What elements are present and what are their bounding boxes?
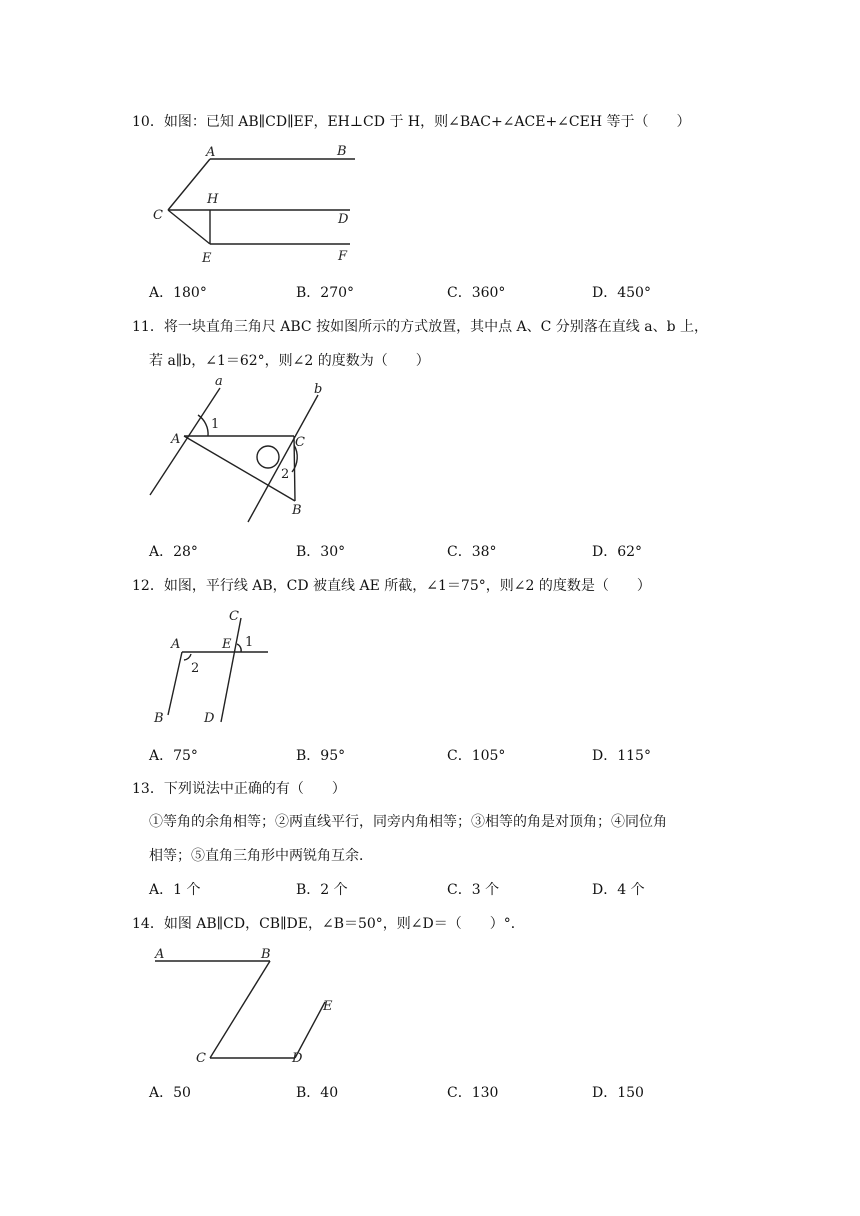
- q10-label-C: C: [153, 208, 163, 223]
- q13-option-b[interactable]: B．2 个: [296, 882, 348, 898]
- q10-label-H: H: [207, 192, 219, 207]
- q12-option-a[interactable]: A．75°: [149, 748, 198, 764]
- q10-option-d[interactable]: D．450°: [592, 285, 651, 301]
- q11-angle-1: 1: [211, 417, 220, 432]
- q12-option-b[interactable]: B．95°: [296, 748, 346, 764]
- q14-label-D: D: [292, 1051, 303, 1066]
- q11-label-C: C: [295, 435, 305, 450]
- q10-label-B: B: [337, 144, 347, 159]
- q14-label-E: E: [323, 999, 333, 1014]
- q10-stem: 10．如图：已知 AB∥CD∥EF，EH⊥CD 于 H，则∠BAC+∠ACE+∠CEH 等于（ ）: [132, 114, 691, 130]
- q12-option-c[interactable]: C．105°: [447, 748, 506, 764]
- q12-label-E: E: [222, 637, 232, 652]
- q11-option-d[interactable]: D．62°: [592, 544, 643, 560]
- q10-label-A: A: [206, 145, 216, 160]
- q11-option-a[interactable]: A．28°: [149, 544, 198, 560]
- q10-option-a[interactable]: A．180°: [149, 285, 207, 301]
- q12-figure: [140, 600, 280, 730]
- q12-option-d[interactable]: D．115°: [592, 748, 651, 764]
- q14-label-C: C: [196, 1051, 206, 1066]
- q11-angle-2: 2: [281, 467, 290, 482]
- q10-figure: [140, 140, 380, 270]
- q11-stem-line2: 若 a∥b，∠1＝62°，则∠2 的度数为（ ）: [149, 353, 430, 369]
- q14-label-A: A: [155, 947, 165, 962]
- q10-label-D: D: [338, 212, 349, 227]
- q11-label-b: b: [314, 382, 323, 397]
- q13-option-d[interactable]: D．4 个: [592, 882, 645, 898]
- q14-option-d[interactable]: D．150: [592, 1085, 644, 1101]
- q10-label-F: F: [338, 249, 348, 264]
- q11-figure: [140, 370, 340, 530]
- q11-option-c[interactable]: C．38°: [447, 544, 497, 560]
- q10-option-b[interactable]: B．270°: [296, 285, 355, 301]
- q11-label-A: A: [171, 432, 181, 447]
- q12-label-B: B: [154, 711, 164, 726]
- q14-option-c[interactable]: C．130: [447, 1085, 499, 1101]
- q12-angle-2: 2: [191, 661, 200, 676]
- q12-label-C: C: [229, 609, 239, 624]
- q14-figure: [140, 940, 360, 1070]
- q11-option-b[interactable]: B．30°: [296, 544, 346, 560]
- q11-label-B: B: [292, 503, 302, 518]
- q12-label-A: A: [171, 637, 181, 652]
- q11-stem-line1: 11．将一块直角三角尺 ABC 按如图所示的方式放置，其中点 A、C 分别落在直线 a、b 上，: [132, 319, 709, 335]
- q12-angle-1: 1: [245, 635, 254, 650]
- q14-option-b[interactable]: B．40: [296, 1085, 339, 1101]
- q14-label-B: B: [261, 947, 271, 962]
- q13-stem: 13．下列说法中正确的有（ ）: [132, 781, 346, 797]
- q14-stem: 14．如图 AB∥CD，CB∥DE，∠B＝50°，则∠D＝（ ）°．: [132, 916, 525, 932]
- q12-stem: 12．如图，平行线 AB，CD 被直线 AE 所截，∠1＝75°，则∠2 的度数是（ ）: [132, 578, 651, 594]
- q11-label-a: a: [215, 374, 223, 389]
- q10-label-E: E: [202, 251, 212, 266]
- q14-option-a[interactable]: A．50: [149, 1085, 191, 1101]
- q13-statements-line1: ①等角的余角相等；②两直线平行，同旁内角相等；③相等的角是对顶角；④同位角: [149, 814, 667, 830]
- q13-option-c[interactable]: C．3 个: [447, 882, 500, 898]
- q13-option-a[interactable]: A．1 个: [149, 882, 201, 898]
- q10-option-c[interactable]: C．360°: [447, 285, 506, 301]
- q13-statements-line2: 相等；⑤直角三角形中两锐角互余．: [149, 848, 373, 864]
- q12-label-D: D: [204, 711, 215, 726]
